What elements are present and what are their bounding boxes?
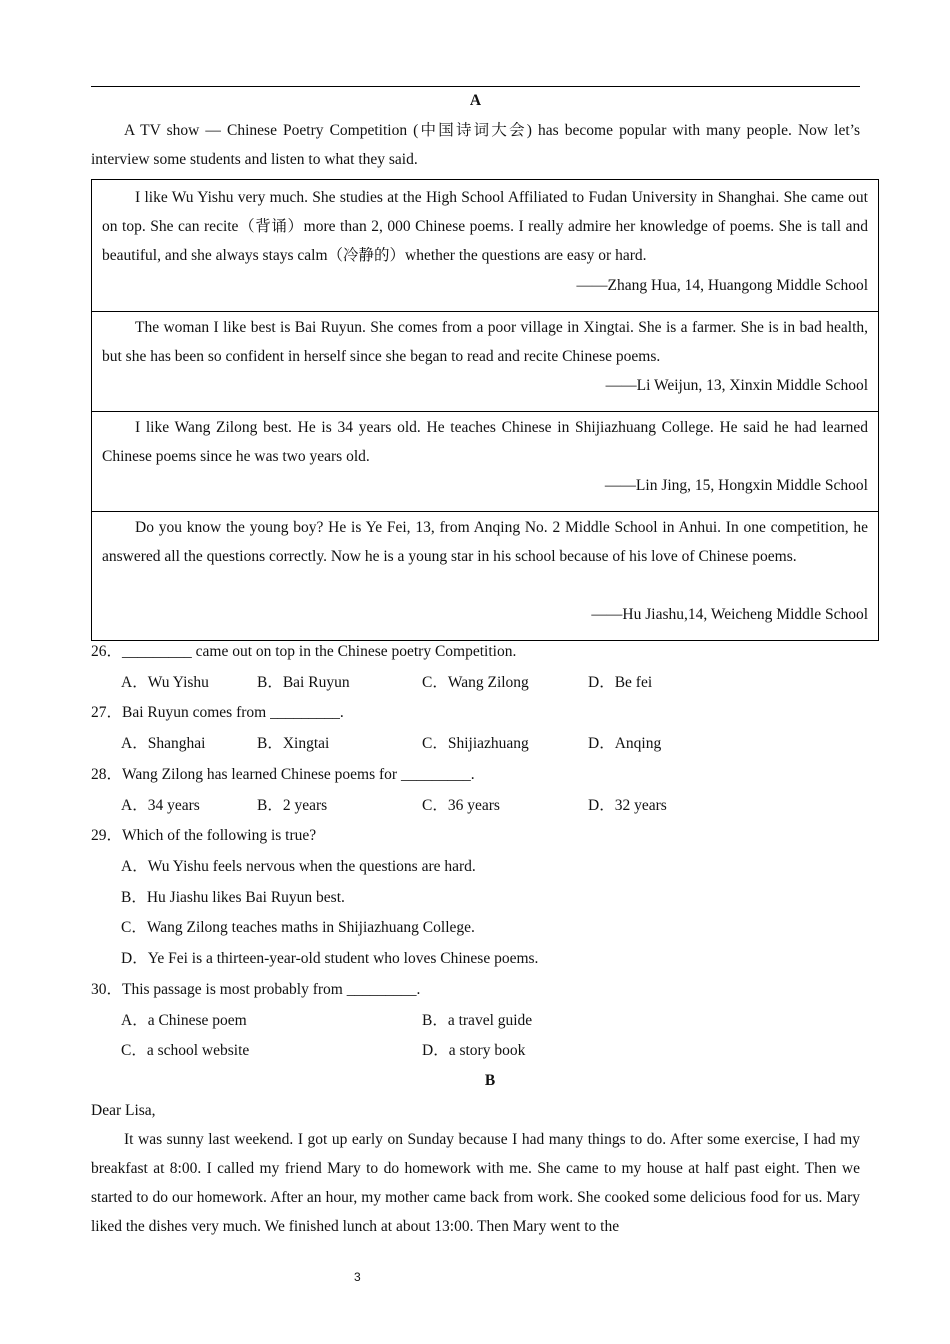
question-30-option-c[interactable]: C．a school website — [121, 1042, 250, 1059]
question-28-option-a[interactable]: A．34 years — [121, 797, 200, 814]
question-30-stem: 30．This passage is most probably from _________. — [91, 981, 421, 998]
question-26-option-d[interactable]: D．Be fei — [588, 674, 653, 691]
question-27-option-a[interactable]: A．Shanghai — [121, 735, 206, 752]
interview-text: Do you know the young boy? He is Ye Fei, 13, from Anqing No. 2 Middle School in Anhui. In one competition, he answered all the questions correctly. Now he is a young star in his school because of his love of Chinese poems. — [102, 519, 868, 565]
interview-box-3 — [91, 412, 879, 512]
question-28-option-b[interactable]: B．2 years — [257, 797, 328, 814]
question-30-option-d[interactable]: D．a story book — [422, 1042, 526, 1059]
question-29-option-a[interactable]: A．Wu Yishu feels nervous when the questions are hard. — [121, 858, 476, 875]
interview-signature: ——Lin Jing, 15, Hongxin Middle School — [604, 477, 868, 494]
letter-greeting: Dear Lisa, — [91, 1102, 156, 1119]
question-26-option-b[interactable]: B．Bai Ruyun — [257, 674, 350, 691]
section-a-intro: A TV show — Chinese Poetry Competition (中国诗词大会) has become popular with many people. Now let’s interview some students and listen to what they said. — [91, 122, 860, 168]
question-26-option-a[interactable]: A．Wu Yishu — [121, 674, 209, 691]
question-27-stem: 27．Bai Ruyun comes from _________. — [91, 704, 344, 721]
interview-box-4 — [91, 512, 879, 641]
header-rule — [91, 86, 860, 87]
question-30-option-b[interactable]: B．a travel guide — [422, 1012, 533, 1029]
question-29-option-b[interactable]: B．Hu Jiashu likes Bai Ruyun best. — [121, 889, 345, 906]
question-26-option-c[interactable]: C．Wang Zilong — [422, 674, 529, 691]
section-b-heading: B — [484, 1072, 496, 1089]
question-28-option-c[interactable]: C．36 years — [422, 797, 500, 814]
interview-text: The woman I like best is Bai Ruyun. She comes from a poor village in Xingtai. She is a farmer. She is in bad health, but she has been so confident in herself since she began to read and recite Chinese poems. — [102, 319, 868, 365]
section-a-heading: A — [469, 92, 482, 109]
interview-signature: ——Li Weijun, 13, Xinxin Middle School — [605, 377, 868, 394]
interview-signature: ——Hu Jiashu,14, Weicheng Middle School — [591, 606, 868, 623]
question-27-option-b[interactable]: B．Xingtai — [257, 735, 330, 752]
letter-body: It was sunny last weekend. I got up early on Sunday because I had many things to do. After some exercise, I had my breakfast at 8:00. I called my friend Mary to do homework with me. She came to my house at half past eight. Then we started to do our homework. After an hour, my mother came back from work. She cooked some delicious food for us. Mary liked the dishes very much. We finished lunch at about 13:00. Then Mary went to the — [91, 1131, 860, 1235]
interview-signature: ——Zhang Hua, 14, Huangong Middle School — [576, 277, 868, 294]
question-30-option-a[interactable]: A．a Chinese poem — [121, 1012, 247, 1029]
question-29-option-c[interactable]: C．Wang Zilong teaches maths in Shijiazhuang College. — [121, 919, 475, 936]
interview-box-1 — [91, 179, 879, 312]
question-26-stem: 26．_________ came out on top in the Chinese poetry Competition. — [91, 643, 517, 660]
interview-box-2 — [91, 312, 879, 412]
question-29-option-d[interactable]: D．Ye Fei is a thirteen-year-old student who loves Chinese poems. — [121, 950, 539, 967]
question-27-option-c[interactable]: C．Shijiazhuang — [422, 735, 529, 752]
question-29-stem: 29．Which of the following is true? — [91, 827, 317, 844]
interview-text: I like Wu Yishu very much. She studies at the High School Affiliated to Fudan University in Shanghai. She came out on top. She can recite（背诵）more than 2, 000 Chinese poems. I really admire her knowledge of poems. She is tall and beautiful, and she always stays calm（冷静的）whether the questions are easy or hard. — [102, 189, 868, 264]
question-28-stem: 28．Wang Zilong has learned Chinese poems for _________. — [91, 766, 475, 783]
interview-text: I like Wang Zilong best. He is 34 years old. He teaches Chinese in Shijiazhuang College. He said he had learned Chinese poems since he was two years old. — [102, 419, 868, 465]
page-number: 3 — [354, 1270, 361, 1284]
question-27-option-d[interactable]: D．Anqing — [588, 735, 662, 752]
question-28-option-d[interactable]: D．32 years — [588, 797, 667, 814]
